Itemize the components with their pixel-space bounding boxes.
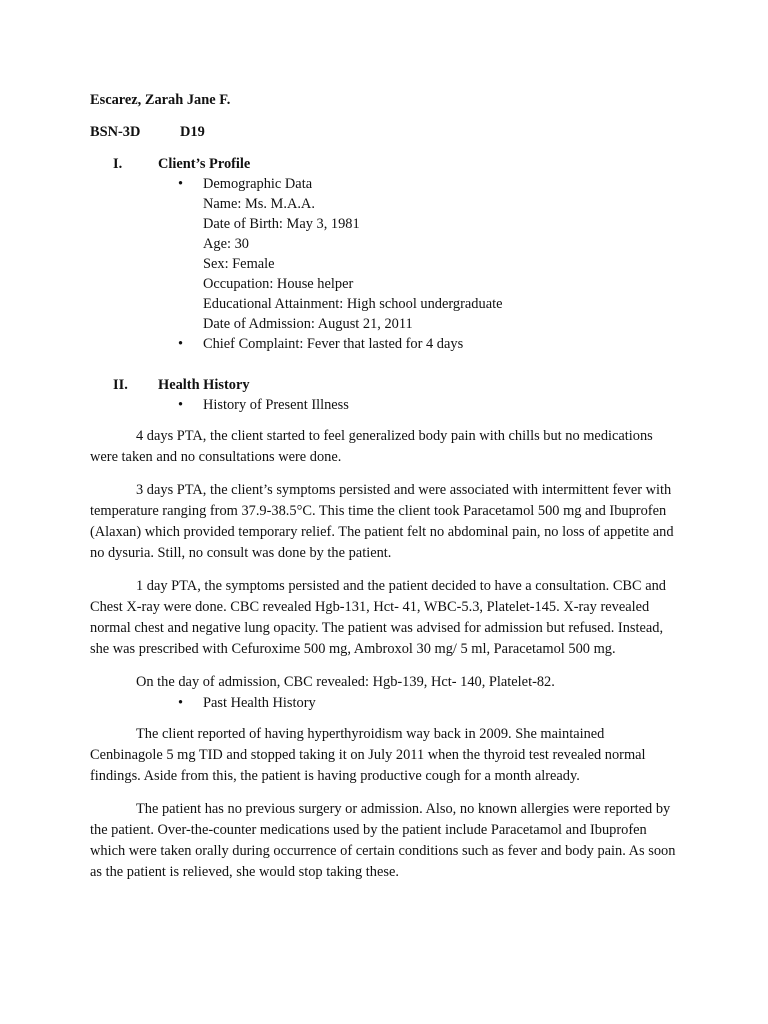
group-code: D19 [180, 124, 205, 140]
demographic-line: Age: 30 [203, 236, 249, 252]
section-number: II. [113, 377, 128, 393]
list-item [178, 334, 678, 354]
course-line [90, 122, 678, 142]
bullet-icon: • [178, 397, 184, 413]
body-paragraph: The patient has no previous surgery or admission. Also, no known allergies were reported by the patient. Over-the-counter medications used by the patient include Paracetamol and Ibuprofen which were taken orally during occurrence of certain conditions such as fever and body pain. As soon as the patient is relieved, she would stop taking these. [90, 801, 676, 880]
section-title: Health History [158, 377, 250, 393]
profile-list [90, 174, 678, 354]
section-title: Client’s Profile [158, 156, 251, 172]
bullet-label: Demographic Data [203, 176, 313, 192]
body-paragraph: 4 days PTA, the client started to feel generalized body pain with chills but no medications were taken and no consultations were done. [90, 428, 653, 465]
list-item [178, 693, 678, 713]
bullet-icon: • [178, 695, 184, 711]
list-item [178, 395, 678, 415]
body-paragraph: The client reported of having hyperthyroidism way back in 2009. She maintained Cenbinagole 5 mg TID and stopped taking it on July 2011 when the thyroid test revealed normal findings. Aside from this, the patient is having productive cough for a month already. [90, 726, 646, 784]
bullet-label: Chief Complaint: Fever that lasted for 4 days [203, 336, 464, 352]
section-heading-history [90, 375, 678, 395]
section-number: I. [113, 156, 123, 172]
body-paragraph: 3 days PTA, the client’s symptoms persisted and were associated with intermittent fever with temperature ranging from 37.9-38.5°C. This time the client took Paracetamol 500 mg and Ibuprofen (Alaxan) which provided temporary relief. The patient felt no abdominal pain, no loss of appetite and no dysuria. Still, no consult was done by the patient. [90, 482, 674, 561]
bullet-label: Past Health History [203, 695, 316, 711]
demographic-line: Name: Ms. M.A.A. [203, 196, 315, 212]
demographic-line: Occupation: House helper [203, 276, 354, 292]
section-heading-profile [90, 154, 678, 174]
demographic-line: Date of Birth: May 3, 1981 [203, 216, 360, 232]
history-list-past [90, 693, 678, 713]
history-list-present [90, 395, 678, 415]
author-name: Escarez, Zarah Jane F. [90, 92, 231, 108]
list-item [178, 174, 678, 334]
course-section: BSN-3D [90, 124, 141, 140]
bullet-icon: • [178, 176, 184, 192]
demographic-line: Sex: Female [203, 256, 275, 272]
demographic-line: Educational Attainment: High school undergraduate [203, 296, 503, 312]
demographic-line: Date of Admission: August 21, 2011 [203, 316, 413, 332]
body-paragraph: 1 day PTA, the symptoms persisted and the patient decided to have a consultation. CBC and Chest X-ray were done. CBC revealed Hgb-131, Hct- 41, WBC-5.3, Platelet-145. X-ray revealed normal chest and negative lung opacity. The patient was advised for admission but refused. Instead, she was prescribed with Cefuroxime 500 mg, Ambroxol 30 mg/ 5 ml, Paracetamol 500 mg. [90, 578, 667, 657]
bullet-icon: • [178, 336, 184, 352]
bullet-label: History of Present Illness [203, 397, 349, 413]
body-paragraph: On the day of admission, CBC revealed: Hgb-139, Hct- 140, Platelet-82. [136, 674, 555, 690]
